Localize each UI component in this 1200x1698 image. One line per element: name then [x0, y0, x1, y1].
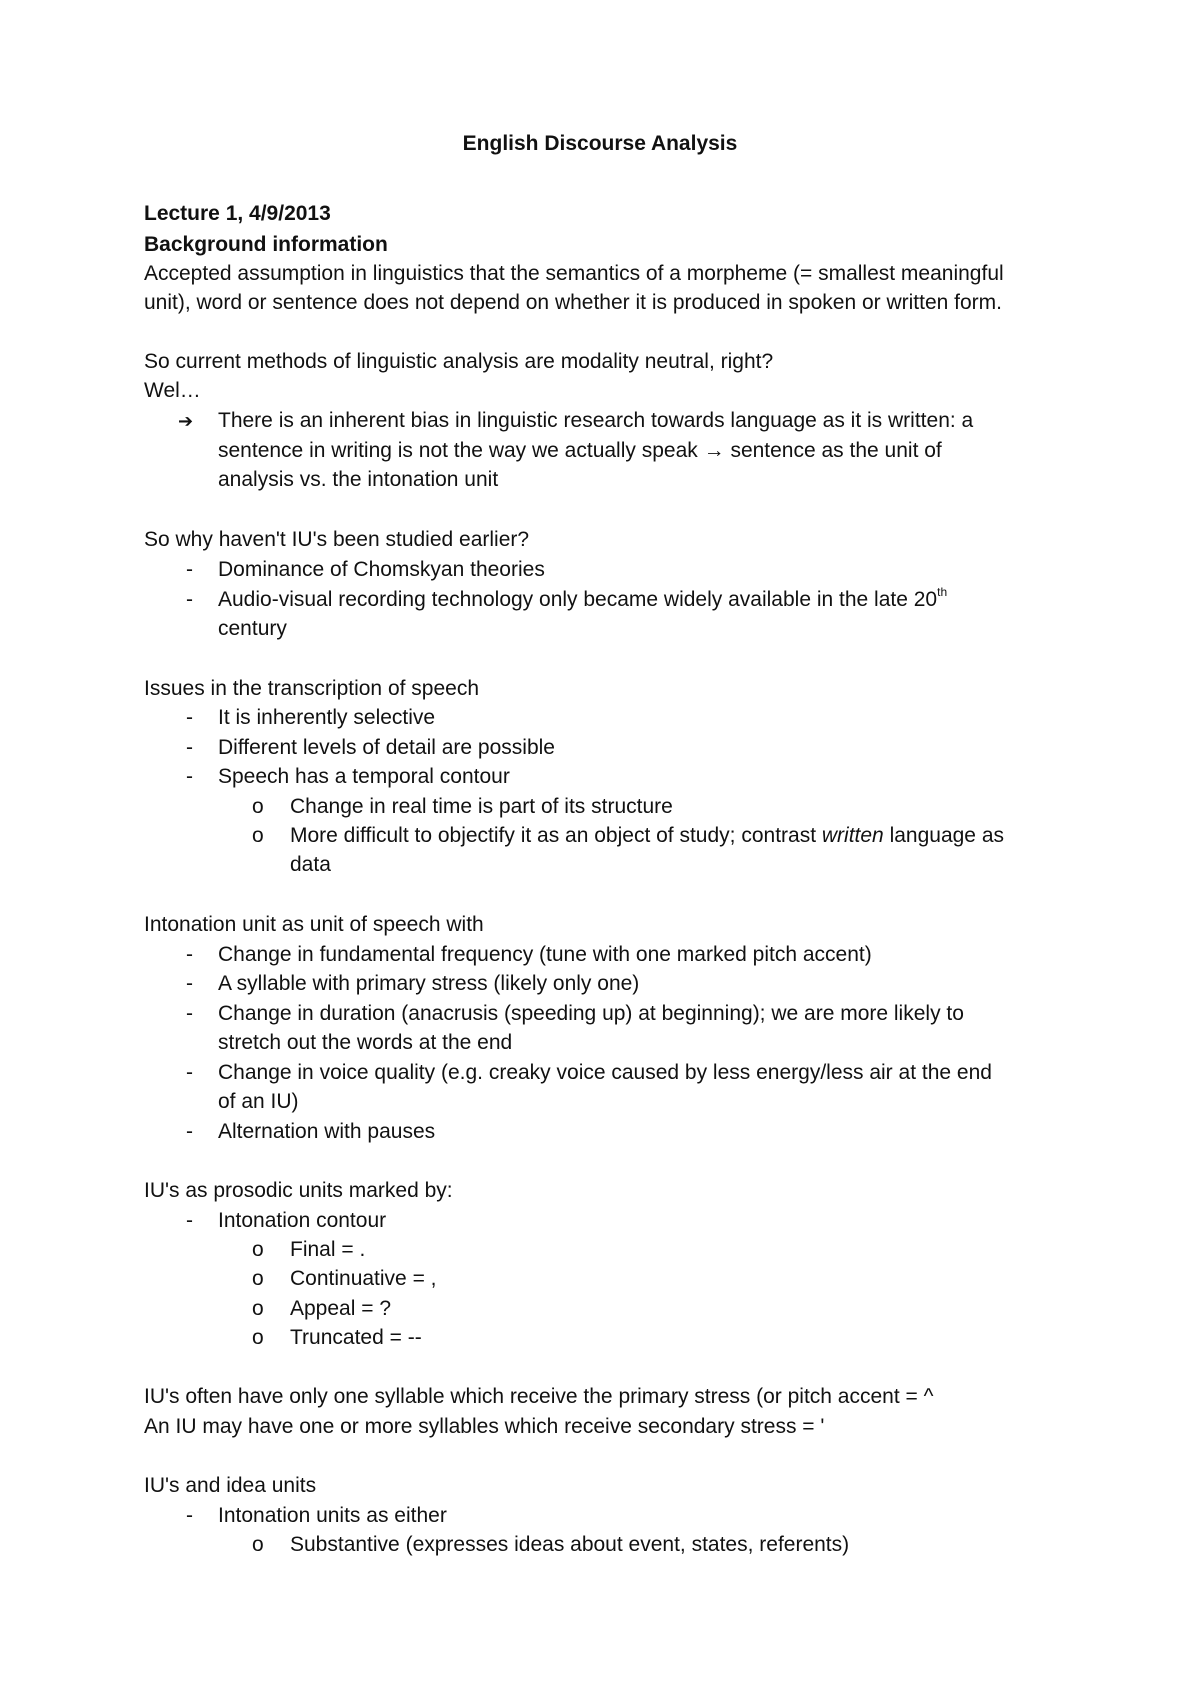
paragraph-line: IU's as prosodic units marked by: — [144, 1179, 453, 1202]
lecture-heading: Lecture 1, 4/9/2013 — [144, 202, 331, 225]
list-item: Different levels of detail are possible — [218, 736, 555, 759]
list-item: Change in fundamental frequency (tune with one marked pitch accent) — [218, 943, 872, 966]
list-item-continuation: stretch out the words at the end — [218, 1031, 513, 1054]
dash-bullet: - — [186, 1002, 193, 1025]
dash-bullet: - — [186, 588, 193, 611]
sub-list-item: Appeal = ? — [290, 1297, 392, 1320]
circle-bullet: o — [252, 1267, 264, 1290]
paragraph-line: IU's and idea units — [144, 1474, 317, 1497]
dash-bullet: - — [186, 1120, 193, 1143]
sub-list-item: Substantive (expresses ideas about event, states, referents) — [290, 1533, 850, 1556]
list-item-text: sentence as the unit of — [730, 439, 942, 462]
paragraph-line: So why haven't IU's been studied earlier? — [144, 528, 530, 551]
paragraph-line: Intonation unit as unit of speech with — [144, 913, 484, 936]
list-item-text: sentence in writing is not the way we actually speak — [218, 439, 698, 462]
dash-bullet: - — [186, 706, 193, 729]
paragraph-line: Issues in the transcription of speech — [144, 677, 480, 700]
circle-bullet: o — [252, 824, 264, 847]
sub-list-item-continuation: data — [290, 853, 331, 876]
list-item: It is inherently selective — [218, 706, 436, 729]
circle-bullet: o — [252, 1297, 264, 1320]
circle-bullet: o — [252, 1533, 264, 1556]
page-title: English Discourse Analysis — [462, 132, 738, 155]
sub-list-item: Change in real time is part of its structure — [290, 795, 673, 818]
dash-bullet: - — [186, 736, 193, 759]
paragraph-line: Accepted assumption in linguistics that the semantics of a morpheme (= smallest meaningful — [144, 262, 1004, 285]
circle-bullet: o — [252, 795, 264, 818]
paragraph-line: IU's often have only one syllable which receive the primary stress (or pitch accent = ^ — [144, 1385, 934, 1408]
list-item: Dominance of Chomskyan theories — [218, 558, 545, 581]
paragraph-line: So current methods of linguistic analysis are modality neutral, right? — [144, 350, 774, 373]
dash-bullet: - — [186, 1209, 193, 1232]
dash-bullet: - — [186, 1504, 193, 1527]
sub-list-item — [290, 823, 1004, 849]
list-item: Intonation units as either — [218, 1504, 447, 1527]
list-item-continuation: century — [218, 617, 287, 640]
sub-list-item: Truncated = -- — [290, 1326, 422, 1349]
sub-list-item-text: More difficult to objectify it as an object of study; contrast — [290, 824, 822, 847]
section-heading: Background information — [144, 233, 388, 256]
dash-bullet: - — [186, 943, 193, 966]
sub-list-item: Continuative = , — [290, 1267, 437, 1290]
list-item — [218, 587, 947, 613]
arrow-bullet-icon: ➔ — [178, 411, 194, 431]
list-item-continuation: of an IU) — [218, 1090, 299, 1113]
list-item-continuation: analysis vs. the intonation unit — [218, 468, 499, 491]
dash-bullet: - — [186, 558, 193, 581]
list-item: Speech has a temporal contour — [218, 765, 510, 788]
dash-bullet: - — [186, 765, 193, 788]
superscript: th — [937, 585, 948, 599]
list-item-text: Audio-visual recording technology only became widely available in the late 20 — [218, 588, 938, 611]
list-item: Change in voice quality (e.g. creaky voice caused by less energy/less air at the end — [218, 1061, 992, 1084]
dash-bullet: - — [186, 972, 193, 995]
emphasis-text: written — [821, 824, 884, 847]
list-item: There is an inherent bias in linguistic research towards language as it is written: a — [218, 409, 974, 432]
paragraph-line: An IU may have one or more syllables which receive secondary stress = ' — [144, 1415, 825, 1438]
circle-bullet: o — [252, 1326, 264, 1349]
paragraph-line: unit), word or sentence does not depend on whether it is produced in spoken or written form. — [144, 291, 1002, 314]
arrow-right-icon: → — [703, 439, 725, 462]
paragraph-line: Wel… — [144, 379, 201, 402]
circle-bullet: o — [252, 1238, 264, 1261]
list-item: A syllable with primary stress (likely only one) — [218, 972, 640, 995]
sub-list-item-text: language as — [883, 824, 1005, 847]
sub-list-item: Final = . — [290, 1238, 366, 1261]
list-item: Alternation with pauses — [218, 1120, 436, 1143]
list-item: Intonation contour — [218, 1209, 387, 1232]
dash-bullet: - — [186, 1061, 193, 1084]
list-item: Change in duration (anacrusis (speeding up) at beginning); we are more likely to — [218, 1002, 964, 1025]
list-item-continuation — [218, 438, 942, 464]
